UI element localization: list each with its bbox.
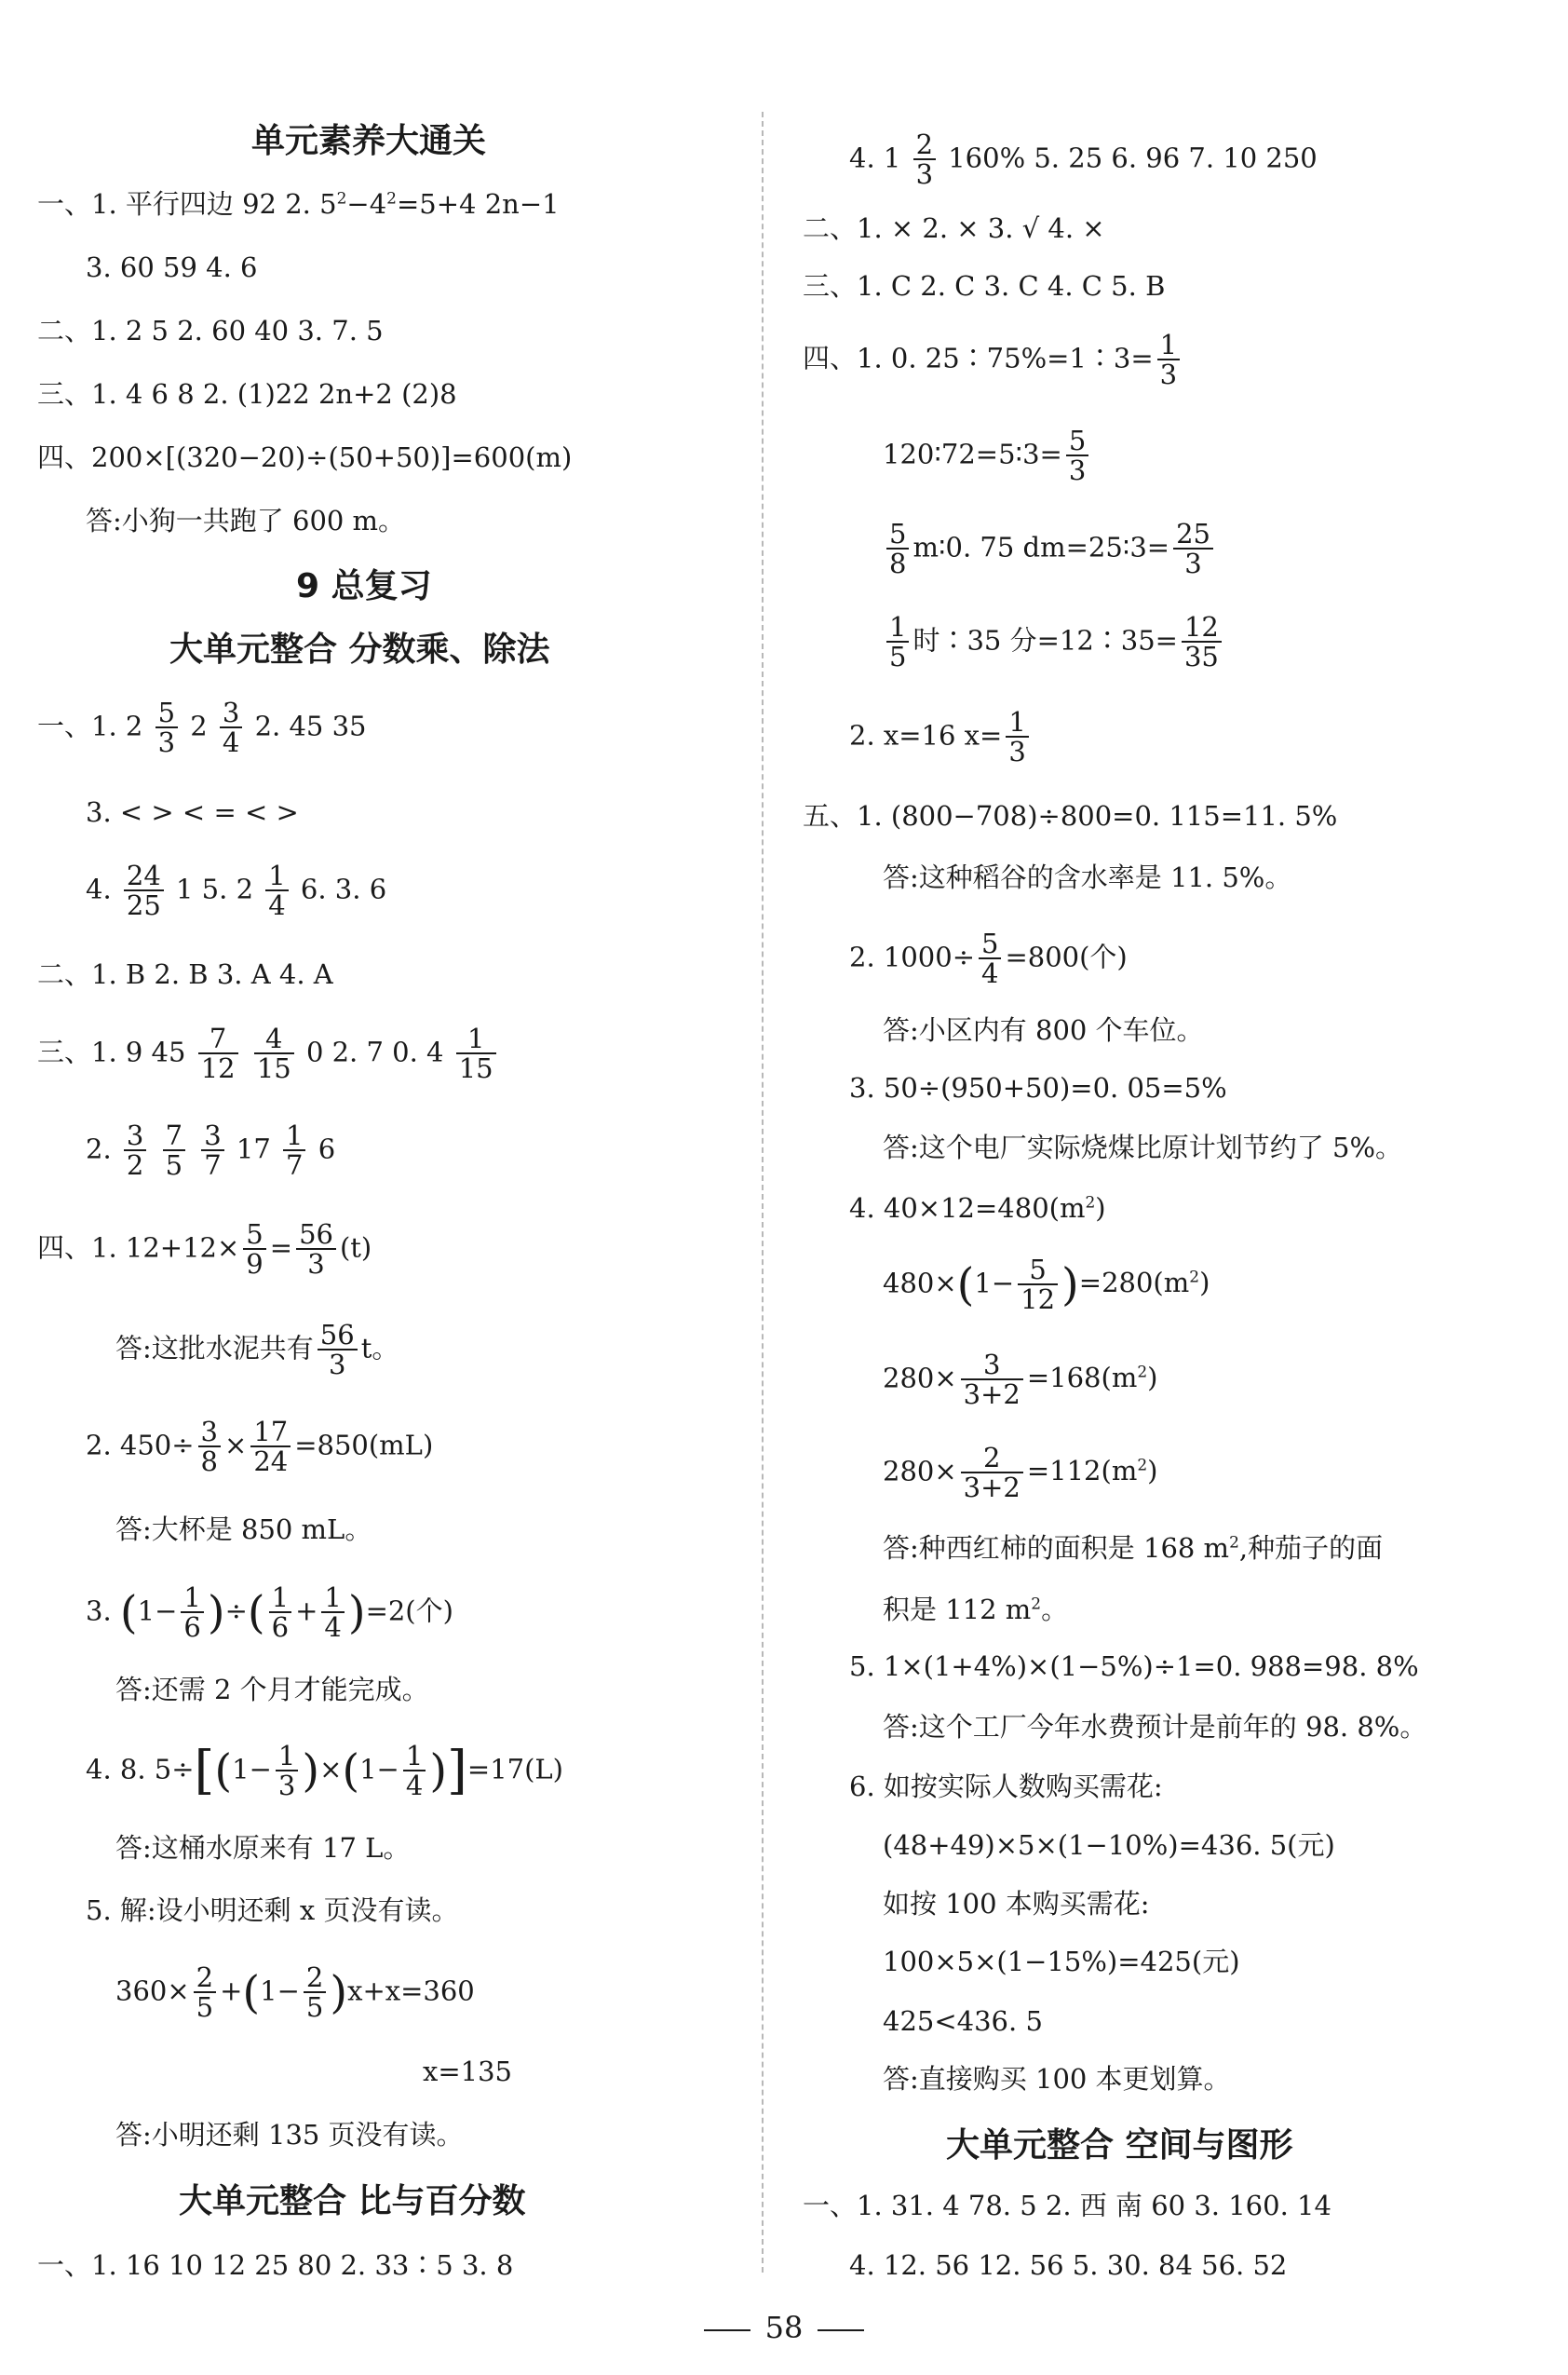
answer-text: 280× [883,1455,957,1487]
fraction: $\frac{25}{3}$ [1173,520,1213,578]
answer-line [115,1321,399,1379]
fraction: $\frac{2}{5}$ [194,1963,216,2022]
answer-text: t。 [360,1332,399,1364]
answer-line: 答:小区内有 800 个车位。 [883,1014,1204,1046]
fraction: $\frac{1}{7}$ [283,1121,305,1180]
answer-text: (t) [339,1231,372,1264]
answer-text: 四、1. 12+12× [37,1231,240,1264]
answer-text: 2. 450÷ [86,1429,195,1461]
answer-line [37,1220,372,1279]
answer-text: 1 5. 2 [176,873,254,905]
answer-line: 二、1. × 2. × 3. √ 4. × [803,212,1105,244]
answer-line: 五、1. (800−708)÷800=0. 115=11. 5% [803,800,1338,832]
answer-text: 三、1. 9 45 [37,1036,186,1068]
answer-text: $=280(m^2)$ [1078,1267,1210,1299]
answer-text: 2. [86,1133,112,1165]
answer-line: 如按 100 本购买需花: [883,1888,1150,1920]
fraction: $\frac{3}{3+2}$ [961,1350,1023,1409]
fraction: $\frac{7}{5}$ [163,1121,185,1180]
fraction: $\frac{1}{4}$ [265,862,288,920]
fraction: $\frac{17}{24}$ [250,1418,291,1476]
answer-text: =17(L) [466,1753,563,1785]
fraction: $\frac{1}{15}$ [456,1025,496,1083]
answer-text: 3. [86,1595,112,1627]
answer-text: 2. 1000÷ [849,941,975,973]
answer-text: 一、1. 2 [37,710,143,742]
fraction: $\frac{1}{4}$ [403,1742,426,1800]
answer-line: 答:直接购买 100 本更划算。 [883,2063,1231,2095]
fraction: $\frac{5}{4}$ [979,930,1001,988]
fraction: $\frac{24}{25}$ [124,862,164,920]
answer-line: 3. (1− $\frac{1}{6}$ )÷( $\frac{1}{6}$ + $\frac{1}{4}$ )=2(个) [86,1581,453,1644]
answer-line [849,930,1128,988]
fraction: $\frac{1}{5}$ [886,613,909,672]
fraction: $\frac{2}{3}$ [913,130,936,189]
fraction: $\frac{2}{3+2}$ [961,1444,1023,1502]
answer-line: 二、1. 2 5 2. 60 40 3. 7. 5 [37,315,384,346]
answer-line: 425<436. 5 [883,2005,1043,2037]
answer-line: 3. 50÷(950+50)=0. 05=5% [849,1072,1227,1104]
answer-text: =2(个) [365,1595,453,1627]
answer-text: $=112(m^2)$ [1026,1455,1158,1487]
answer-text: =800(个) [1005,941,1128,973]
answer-line [883,1350,1157,1409]
answer-line [883,1444,1157,1502]
answer-text: 1− [137,1595,178,1627]
answer-line: 6. 如按实际人数购买需花: [849,1771,1163,1802]
answer-text: 2 [190,710,208,742]
section-title: 大单元整合 比与百分数 [179,2182,526,2220]
answer-line: 积是 112 $m^2$。 [883,1594,1069,1625]
answer-line [849,130,1318,189]
answer-line [86,1418,433,1476]
section-title: 大单元整合 空间与图形 [946,2126,1293,2165]
answer-text: 4. [86,873,112,905]
answer-text: + [220,1975,243,2007]
answer-text: 2. 45 35 [254,710,367,742]
answer-text: 0 2. 7 0. 4 [305,1036,444,1068]
answer-line: 答:大杯是 850 mL。 [115,1513,372,1545]
answer-line: 4. 8. 5÷[(1− $\frac{1}{3}$ )×(1− $\frac{1}{4}$ )]=17(L) [86,1740,563,1802]
answer-line: 答:这种稻谷的含水率是 11. 5%。 [883,862,1292,893]
answer-line [849,708,1033,767]
answer-text: 1− [359,1753,399,1785]
answer-line: 答:这个电厂实际烧煤比原计划节约了 5%。 [883,1132,1402,1163]
answer-text: 17 [236,1133,271,1165]
answer-text: 120∶72=5∶3= [883,438,1062,470]
fraction: $\frac{1}{3}$ [1006,708,1028,767]
answer-text: ÷ [224,1595,248,1627]
answer-line: (48+49)×5×(1−10%)=436. 5(元) [883,1829,1335,1861]
answer-line: 答:还需 2 个月才能完成。 [115,1674,429,1705]
answer-text: =850(mL) [294,1429,434,1461]
fraction: $\frac{1}{6}$ [181,1583,203,1642]
fraction: $\frac{5}{12}$ [1018,1255,1058,1314]
fraction: $\frac{2}{5}$ [304,1963,326,2022]
answer-line [883,520,1217,578]
answer-text: 1− [260,1975,300,2007]
answer-line: 四、200×[(320−20)÷(50+50)]=600(m) [37,441,573,473]
page-number: 58 [764,2310,804,2345]
answer-text: 360× [115,1975,190,2007]
answer-text: 6 [318,1133,336,1165]
answer-line: 100×5×(1−15%)=425(元) [883,1946,1240,1977]
fraction: $\frac{3}{2}$ [124,1121,146,1180]
answer-line [883,613,1225,672]
footer-dash [818,2329,864,2331]
answer-text: $=168(m^2)$ [1026,1362,1158,1394]
answer-line: 答:小狗一共跑了 600 m。 [86,505,406,536]
answer-line [37,699,367,757]
answer-line [86,1121,335,1180]
answer-text: 1− [232,1753,272,1785]
fraction: $\frac{4}{15}$ [254,1025,294,1083]
fraction: $\frac{1}{6}$ [269,1583,291,1642]
fraction: $\frac{5}{9}$ [243,1220,265,1279]
answer-line: 一、1. 31. 4 78. 5 2. 西 南 60 3. 160. 14 [803,2190,1331,2221]
answer-text: 6. 3. 6 [300,873,387,905]
answer-line: 4. $40\times 12=480(m^2)$ [849,1192,1106,1224]
chapter-title: 9 总复习 [296,567,432,605]
fraction: $\frac{1}{4}$ [321,1583,344,1642]
answer-line: x=135 [423,2056,513,2087]
answer-line [883,427,1092,485]
section-title: 单元素养大通关 [251,122,487,160]
answer-text: + [295,1595,318,1627]
answer-line: 答:种西红柿的面积是 168 $m^2$,种茄子的面 [883,1532,1384,1564]
answer-line: 3. < > < = < > [86,796,299,828]
answer-line: 360× $\frac{2}{5}$ +(1− $\frac{2}{5}$ )x+x=360 [115,1961,475,2024]
answer-line: 答:这桶水原来有 17 L。 [115,1832,411,1864]
answer-line: 三、1. C 2. C 3. C 4. C 5. B [803,270,1166,302]
answer-line: 一、1. 平行四边 92 2. $5^2-4^2=5+4$ 2n−1 [37,188,560,220]
answer-text: x+x=360 [347,1975,475,2007]
answer-text: 280× [883,1362,957,1394]
answer-text: 4. 1 [849,142,901,174]
fraction: $\frac{12}{35}$ [1182,613,1222,672]
answer-text: m∶0. 75 dm=25∶3= [912,531,1170,563]
answer-line: 答:小明还剩 135 页没有读。 [115,2119,464,2151]
answer-line: 4. 12. 56 12. 56 5. 30. 84 56. 52 [849,2249,1288,2281]
answer-text: × [319,1753,343,1785]
section-title: 大单元整合 分数乘、除法 [169,631,550,669]
answer-line: 一、1. 16 10 12 25 80 2. 33∶5 3. 8 [37,2249,514,2281]
answer-line: 480×(1− $\frac{5}{12}$ )$=280(m^2)$ [883,1254,1210,1316]
answer-line: 5. 解:设小明还剩 x 页没有读。 [86,1894,459,1926]
fraction: $\frac{3}{7}$ [201,1121,223,1180]
fraction: $\frac{7}{12}$ [198,1025,238,1083]
answer-line [37,1025,500,1083]
answer-text: = [269,1231,293,1264]
answer-text: 答:这批水泥共有 [115,1332,314,1364]
footer-dash [704,2329,750,2331]
answer-line: 三、1. 4 6 8 2. (1)22 2n+2 (2)8 [37,378,457,410]
answer-text: 1− [974,1267,1015,1299]
fraction: $\frac{1}{3}$ [1157,331,1180,389]
answer-text: 时∶35 分=12∶35= [912,624,1178,657]
fraction: $\frac{5}{3}$ [1066,427,1088,485]
answer-line: 5. 1×(1+4%)×(1−5%)÷1=0. 988=98. 8% [849,1650,1419,1682]
answer-text: 160% 5. 25 6. 96 7. 10 250 [948,142,1318,174]
fraction: $\frac{3}{4}$ [220,699,242,757]
column-divider [762,112,764,2273]
fraction: $\frac{5}{8}$ [886,520,909,578]
answer-line [86,862,386,920]
fraction: $\frac{5}{3}$ [155,699,178,757]
answer-text: 480× [883,1267,957,1299]
answer-line: 3. 60 59 4. 6 [86,251,258,283]
answer-line [803,331,1183,389]
answer-line: 二、1. B 2. B 3. A 4. A [37,958,333,990]
answer-text: 4. 8. 5÷ [86,1753,195,1785]
page-footer [0,2310,1568,2345]
fraction: $\frac{1}{3}$ [276,1742,298,1800]
answer-line: 答:这个工厂今年水费预计是前年的 98. 8%。 [883,1711,1427,1743]
answer-text: 四、1. 0. 25∶75%=1∶3= [803,342,1154,374]
answer-text: 2. x=16 x= [849,719,1003,752]
fraction: $\frac{56}{3}$ [318,1321,358,1379]
fraction: $\frac{3}{8}$ [198,1418,221,1476]
fraction: $\frac{56}{3}$ [296,1220,336,1279]
answer-text: × [224,1429,248,1461]
